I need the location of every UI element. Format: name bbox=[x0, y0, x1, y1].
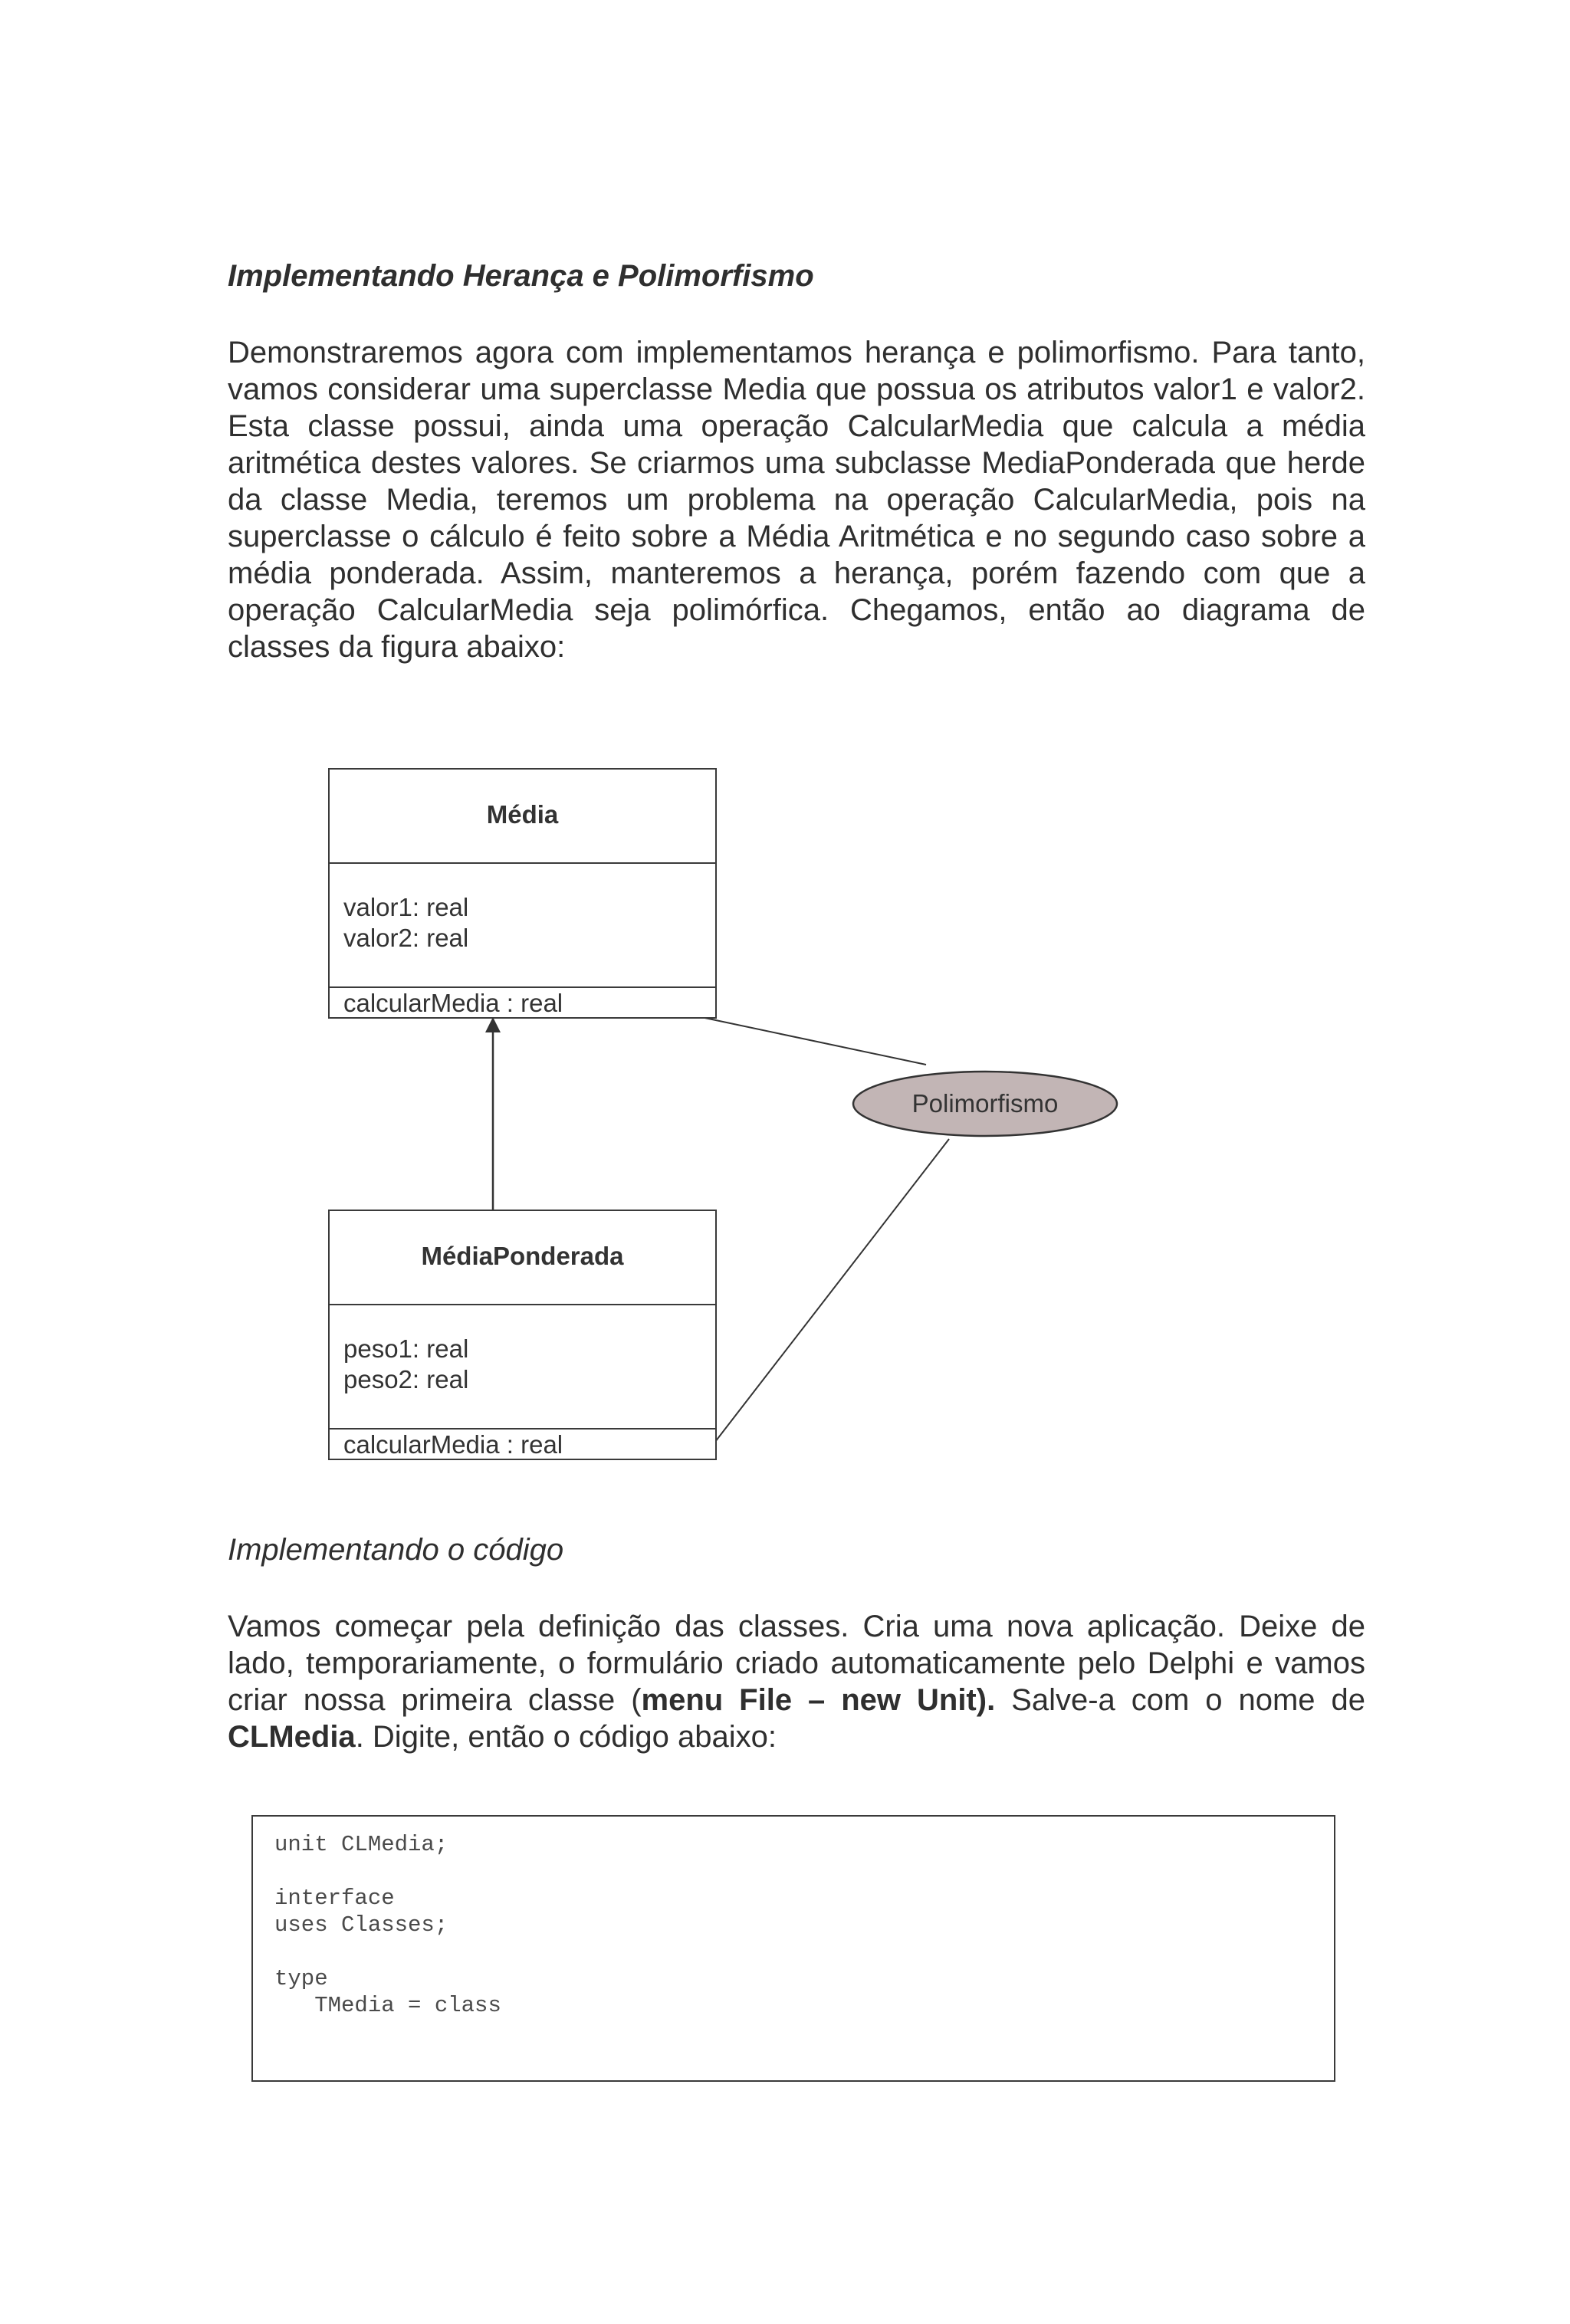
uml-class-media bbox=[328, 768, 717, 1019]
code-intro-paragraph bbox=[228, 1608, 1365, 1755]
attribute-peso1: peso1: real bbox=[343, 1334, 469, 1363]
class-divider bbox=[330, 1304, 715, 1305]
note-connector-sub bbox=[710, 1139, 949, 1449]
attribute-valor1: valor1: real bbox=[343, 893, 469, 921]
menu-path-text: menu File – new Unit). bbox=[641, 1683, 996, 1717]
code-line: TMedia = class bbox=[274, 1993, 501, 2018]
class-divider bbox=[330, 862, 715, 864]
text-run: . Digite, então o código abaixo: bbox=[355, 1720, 777, 1754]
class-name-media: Média bbox=[486, 800, 559, 829]
text-run: Salve-a com o nome de bbox=[995, 1683, 1366, 1717]
code-line: interface bbox=[274, 1886, 395, 1911]
intro-paragraph: Demonstraremos agora com implementamos herança e polimorfismo. Para tanto, vamos considerar uma superclasse Media que possua os atributos valor1 e valor2. Esta classe possui, ainda uma operação CalcularMedia que calcula a média aritmética destes valores. Se criarmos uma subclasse MediaPonderada que herde da classe Media, teremos um problema na operação CalcularMedia, pois na superclasse o cálculo é feito sobre a Média Aritmética e no segundo caso sobre a média ponderada. Assim, manteremos a herança, porém fazendo com que a operação CalcularMedia seja polimórfica. Chegamos, então ao diagrama de classes da figura abaixo: bbox=[228, 336, 1365, 664]
attribute-peso2: peso2: real bbox=[343, 1365, 469, 1393]
code-line: type bbox=[274, 1966, 328, 1991]
attribute-valor2: valor2: real bbox=[343, 924, 469, 952]
class-name-media-ponderada: MédiaPonderada bbox=[421, 1242, 624, 1270]
code-line: uses Classes; bbox=[274, 1912, 448, 1938]
section-title-heranca: Implementando Herança e Polimorfismo bbox=[228, 259, 814, 293]
code-listing bbox=[251, 1815, 1335, 2082]
code-line: unit CLMedia; bbox=[274, 1832, 448, 1857]
text-run: Vamos começar pela definição das classes. Cria uma nova aplicação. Deixe de lado, temporariamente, o formulário criado automaticamente pelo Delphi e vamos criar nossa primeira classe ( bbox=[228, 1610, 1365, 1717]
section-title-codigo: Implementando o código bbox=[228, 1533, 564, 1567]
operation-calcular-media: calcularMedia : real bbox=[343, 989, 563, 1017]
uml-class-media-ponderada bbox=[328, 1210, 717, 1460]
polimorfismo-label: Polimorfismo bbox=[911, 1089, 1059, 1118]
operation-calcular-media: calcularMedia : real bbox=[343, 1430, 563, 1459]
unit-name-text: CLMedia bbox=[228, 1720, 356, 1754]
